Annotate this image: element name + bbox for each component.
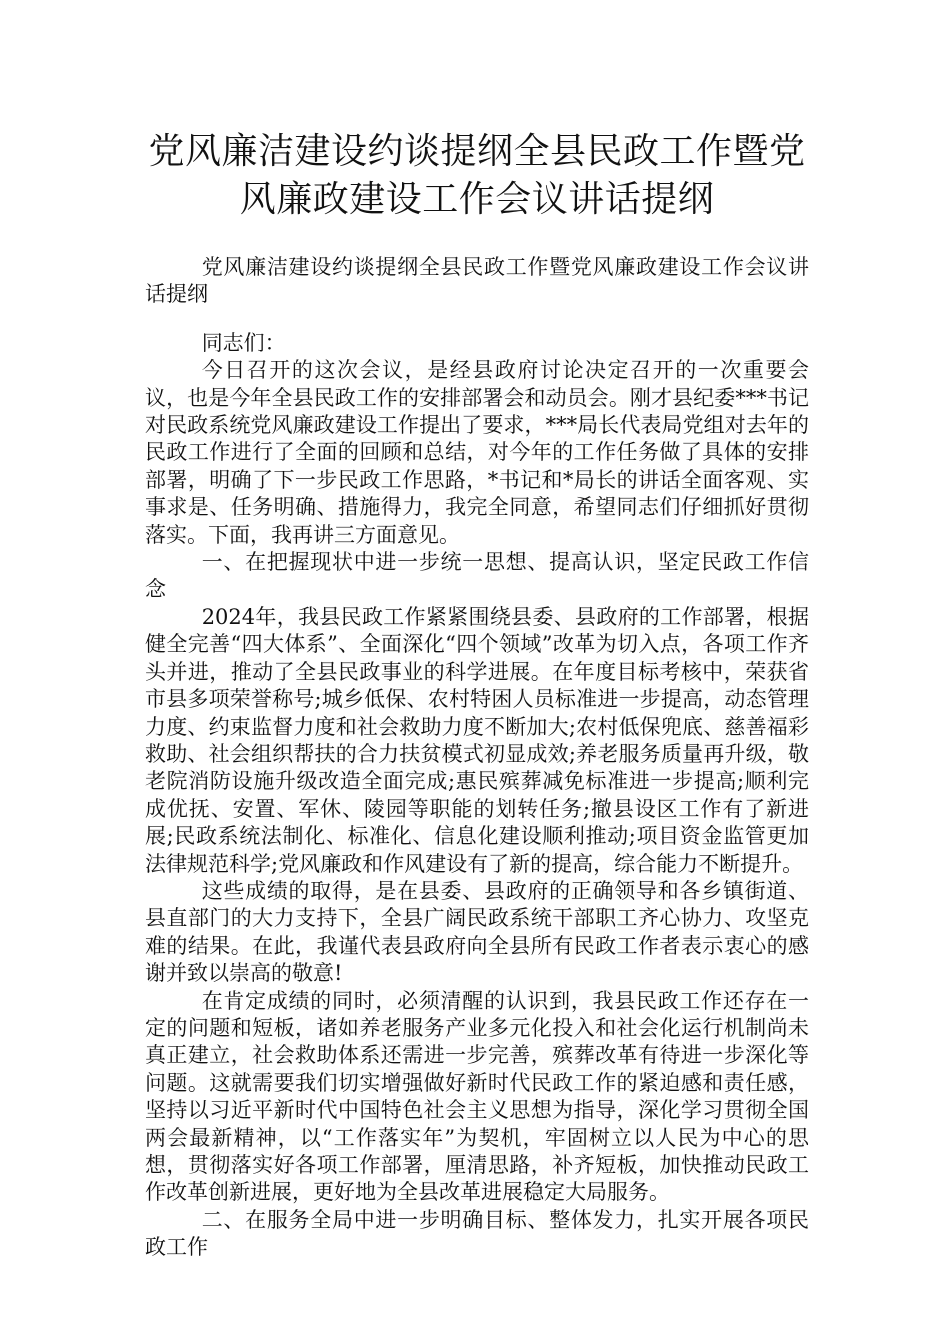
- salutation: 同志们：: [201, 330, 286, 355]
- paragraph-problems: 在肯定成绩的同时，必须清醒的认识到，我县民政工作还存在一定的问题和短板，诸如养老服务产业多元化投入和社会化运行机制尚未真正建立，社会救助体系还需进一步完善，殡葬改革有待进一步深化等问题。这就需要我们切实增强做好新时代民政工作的紧迫感和责任感，坚持以习近平新时代中国特色社会主义思想为指导，深化学习贯彻全国两会最新精神，以“工作落实年”为契机，牢固树立以人民为中心的思想，贯彻落实好各项工作部署，厘清思路，补齐短板，加快推动民政工作改革创新进展，更好地为全县改革进展稳定大局服务。: [145, 988, 809, 1205]
- title-line-2: 风廉政建设工作会议讲话提纲: [239, 179, 715, 220]
- section-heading-2: 二、在服务全局中进一步明确目标、整体发力，扎实开展各项民政工作: [145, 1207, 809, 1260]
- document-subtitle: 党风廉洁建设约谈提纲全县民政工作暨党风廉政建设工作会议讲话提纲: [145, 255, 809, 307]
- paragraph-thanks: 这些成绩的取得，是在县委、县政府的正确领导和各乡镇街道、县直部门的大力支持下，全县广阔民政系统干部职工齐心协力、攻坚克难的结果。在此，我谨代表县政府向全县所有民政工作者表示衷心的感谢并致以崇高的敬意!: [145, 878, 809, 986]
- document-page: [145, 0, 809, 1262]
- document-body: [145, 254, 809, 1262]
- section-heading-1: 一、在把握现状中进一步统一思想、提高认识，坚定民政工作信念: [145, 550, 809, 602]
- document-title: [145, 128, 809, 224]
- paragraph-opening: 今日召开的这次会议，是经县政府讨论决定召开的一次重要会议，也是今年全县民政工作的安排部署会和动员会。刚才县纪委***书记对民政系统党风廉政建设工作提出了要求，***局长代表局党组对去年的民政工作进行了全面的回顾和总结，对今年的工作任务做了具体的安排部署，明确了下一步民政工作思路，*书记和*局长的讲话全面客观、实事求是、任务明确、措施得力，我完全同意，希望同志们仔细抓好贯彻落实。下面，我再讲三方面意见。: [145, 358, 809, 547]
- paragraph-achievements: 2024年，我县民政工作紧紧围绕县委、县政府的工作部署，根据健全完善“四大体系”、全面深化“四个领域”改革为切入点，各项工作齐头并进，推动了全县民政事业的科学进展。在年度目标考核中，荣获省市县多项荣誉称号;城乡低保、农村特困人员标准进一步提高，动态管理力度、约束监督力度和社会救助力度不断加大;农村低保兜底、慈善福彩救助、社会组织帮扶的合力扶贫模式初显成效;养老服务质量再升级，敬老院消防设施升级改造全面完成;惠民殡葬减免标准进一步提高;顺利完成优抚、安置、军休、陵园等职能的划转任务;撤县设区工作有了新进展;民政系统法制化、标准化、信息化建设顺利推动;项目资金监管更加法律规范科学;党风廉政和作风建设有了新的提高，综合能力不断提升。: [145, 604, 809, 876]
- title-line-1: 党风廉洁建设约谈提纲全县民政工作暨党: [148, 131, 806, 172]
